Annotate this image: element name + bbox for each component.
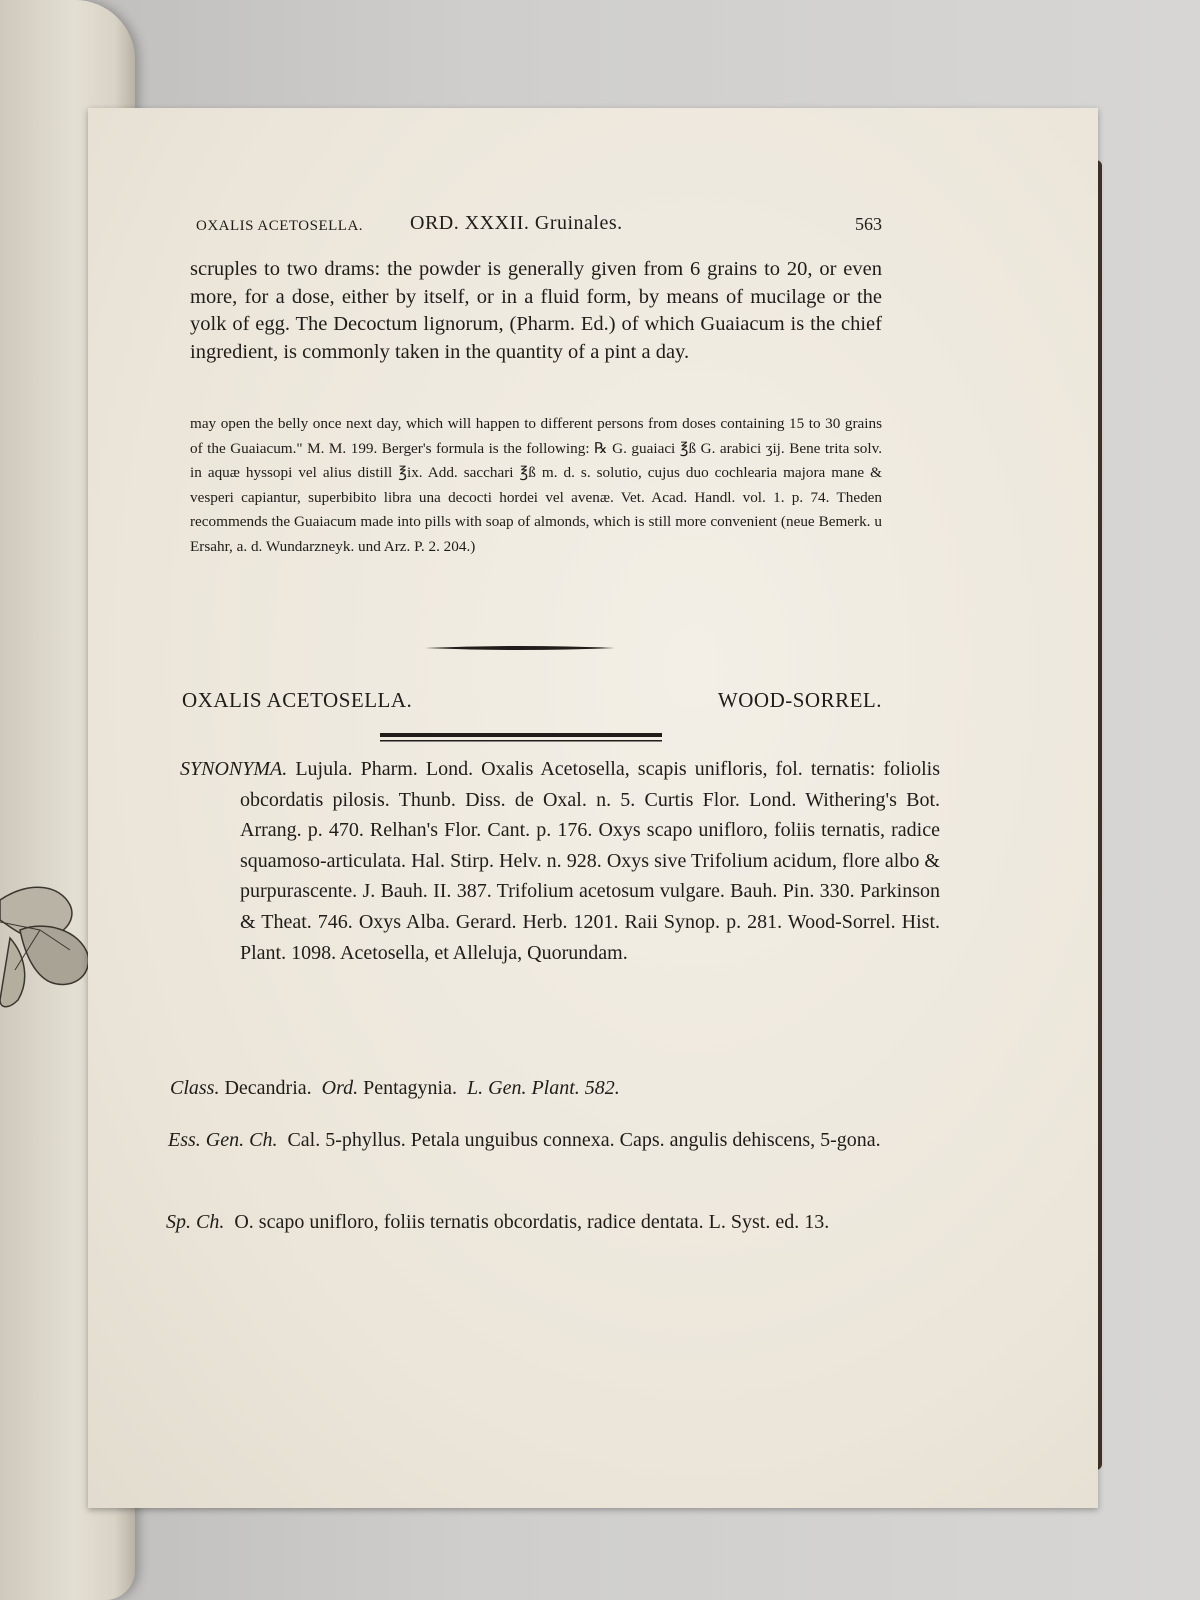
ornamental-rule — [425, 644, 615, 652]
ess-text: Cal. 5-phyllus. Petala unguibus connexa. Caps. angulis dehiscens, 5-gona. — [287, 1129, 881, 1151]
running-head-species: OXALIS ACETOSELLA. — [196, 218, 364, 234]
synonyma-text: Lujula. Pharm. Lond. Oxalis Acetosella, scapis unifloris, fol. ternatis: foliolis obcordatis pilosis. Thunb. Diss. de Oxal. n. 5. Curtis Flor. Lond. Withering's Bot. Arrang. p. 470. Relhan's Flor. Cant. p. 176. Oxys scapo unifloro, foliis ternatis, radice squamoso-articulata. Hal. Stirp. Helv. n. 928. Oxys sive Trifolium acidum, flore albo & purpurascente. J. Bauh. II. 387. Trifolium acetosum vulgare. Bauh. Pin. 330. Parkinson & Theat. 746. Oxys Alba. Gerard. Herb. 1201. Raii Synop. p. 281. Wood-Sorrel. Hist. Plant. 1098. Acetosella, et Alleluja, Quorundam. — [240, 758, 940, 964]
entry-common-name: WOOD-SORREL. — [717, 688, 882, 712]
page-number: 563 — [855, 214, 882, 234]
essential-generic-character — [168, 1125, 940, 1156]
footnote-paragraph: may open the belly once next day, which will happen to different persons from doses containing 15 to 30 grains of the Guaiacum." M. M. 199. Berger's formula is the following: ℞ G. guaiaci ℥ß G. arabici ʒij. Bene trita solv. in aquæ hyssopi vel alius distill ℥ix. Add. sacchari ℥ß m. d. s. solutio, cujus duo cochlearia majora mane & vesperi capiantur, superbibito libra una decocti hordei vel avenæ. Vet. Acad. Handl. vol. 1. p. 74. Theden recommends the Guaiacum made into pills with soap of almonds, which is still more convenient (neue Bemerk. u Ersahr, a. d. Wundarzneyk. und Arz. P. 2. 204.) — [190, 415, 882, 555]
main-paragraph: scruples to two drams: the powder is generally given from 6 grains to 20, or even more, for a dose, either by itself, or in a fluid form, by means of mucilage or the yolk of egg. The Decoctum lignorum, (Pharm. Ed.) of which Guaiacum is the chief ingredient, is commonly taken in the quantity of a pint a day. — [190, 258, 882, 363]
entry-title: OXALIS ACETOSELLA. — [182, 688, 413, 712]
class-line — [170, 1073, 880, 1104]
double-rule — [380, 732, 662, 744]
synonyma-block — [180, 754, 940, 968]
sp-text: O. scapo unifloro, foliis ternatis obcordatis, radice dentata. L. Syst. ed. 13. — [234, 1211, 830, 1233]
synonyma-label: SYNONYMA. — [180, 758, 288, 780]
sp-label: Sp. Ch. — [166, 1211, 225, 1233]
botanical-plate-fragment — [0, 860, 95, 1030]
running-head-order: ORD. XXXII. Gruinales. — [410, 212, 623, 234]
class-label: Class. — [170, 1077, 220, 1099]
ess-label: Ess. Gen. Ch. — [168, 1129, 278, 1151]
class-text: Decandria. — [224, 1077, 312, 1099]
specific-character — [166, 1207, 942, 1238]
running-head — [196, 210, 882, 240]
ord-label: Ord. — [321, 1077, 359, 1099]
ord-text: Pentagynia. — [363, 1077, 457, 1099]
gen-plant-ref: L. Gen. Plant. 582. — [467, 1077, 620, 1099]
